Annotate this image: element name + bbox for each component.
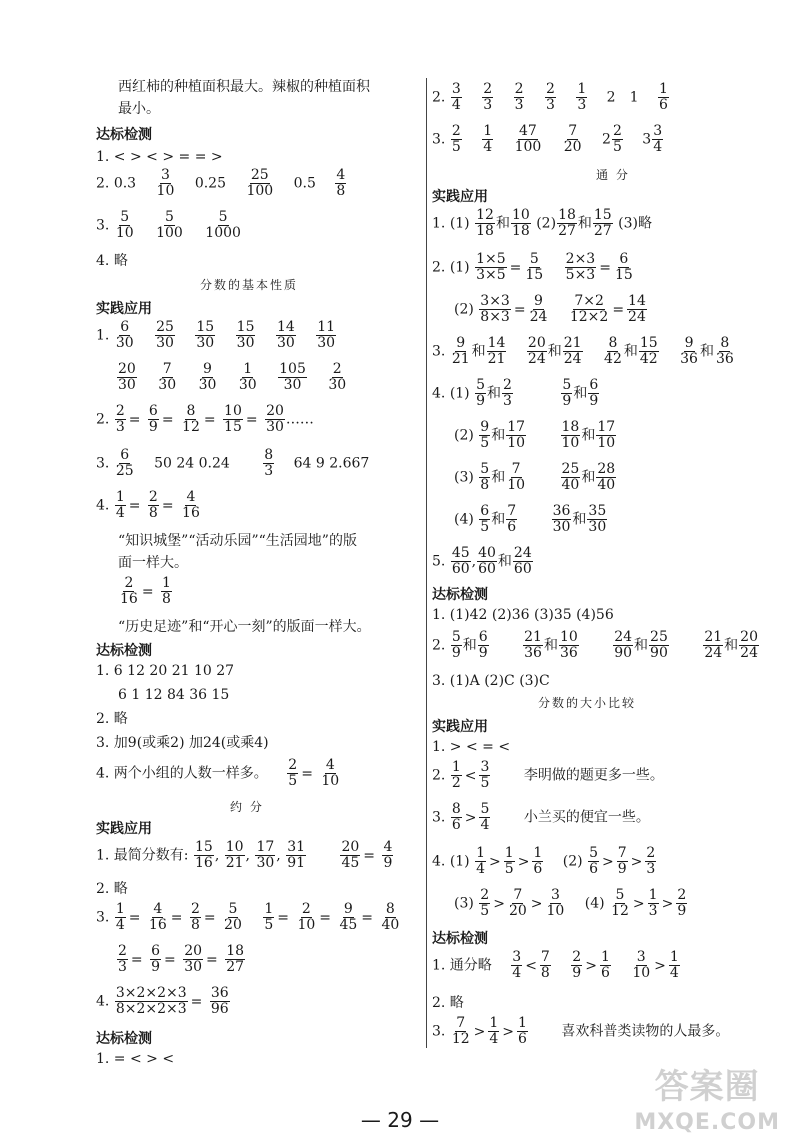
intro-line-1: 西红柿的种植面积最大。辣椒的种植面积 bbox=[118, 79, 370, 95]
answer-text: “历史足迹”和“开心一刻”的版面一样大。 bbox=[118, 619, 371, 635]
answer-text: 面一样大。 bbox=[118, 555, 188, 571]
answer-row: 2. (1) $\frac{1\times 5}{3\times 5}$ = $\frac{5}{15}$ $\frac{2\times 3}{5\times 3}$ = $\frac{6}{15}$ bbox=[432, 251, 633, 283]
answer-row: 4. (1) $\frac{1}{4}$ > $\frac{1}{5}$ > $\frac{1}{6}$ (2) $\frac{5}{6}$ > $\frac{7}{9}$ > $\frac{2}{3}$ bbox=[432, 845, 656, 877]
answer-row: 4. (1) $\frac{5}{9}$ 和 $\frac{2}{3}$ $\frac{5}{9}$ 和 $\frac{6}{9}$ bbox=[432, 377, 599, 409]
answer-row: 2. $\frac{3}{4}$ $\frac{2}{3}$ $\frac{2}{3}$ $\frac{2}{3}$ $\frac{1}{3}$ 2 1 $\frac{1}{6}$ bbox=[432, 81, 668, 113]
answer-row: 2. $\frac{1}{2}$ < $\frac{3}{5}$ 李明做的题更多一些。 bbox=[432, 759, 664, 791]
heading-dabiao: 达标检测 bbox=[96, 1031, 152, 1047]
answer-row: 1. 最简分数有: $\frac{15}{16}$ , $\frac{10}{21}$ , $\frac{17}{30}$ , $\frac{31}{91}$ $\frac{20}{45}$ = $\frac{4}{9}$ bbox=[96, 839, 393, 871]
answer-row: (3) $\frac{5}{8}$ 和 $\frac{7}{10}$ $\frac{25}{40}$ 和 $\frac{28}{40}$ bbox=[454, 461, 616, 493]
answer-row: 1. 6 12 20 21 10 27 bbox=[96, 663, 235, 679]
answer-row: 1. < > < > = = > bbox=[96, 149, 223, 165]
heading-dabiao: 达标检测 bbox=[96, 643, 152, 659]
answer-row: 3. $\frac{9}{21}$ 和 $\frac{14}{21}$ $\frac{20}{24}$ 和 $\frac{21}{24}$ $\frac{8}{42}$ 和 $\frac{15}{42}$ $\frac{9}{36}$ 和 $\frac{8}{36}$ bbox=[432, 335, 734, 367]
heading-shijian: 实践应用 bbox=[432, 719, 488, 735]
answer-row: 1. (1)42 (2)36 (3)35 (4)56 bbox=[432, 607, 614, 623]
answer-row: (2) $\frac{9}{5}$ 和 $\frac{17}{10}$ $\frac{18}{10}$ 和 $\frac{17}{10}$ bbox=[454, 419, 616, 451]
heading-shijian: 实践应用 bbox=[96, 821, 152, 837]
answer-row: 4. 两个小组的人数一样多。 $\frac{2}{5}$ = $\frac{4}{10}$ bbox=[96, 757, 340, 789]
answer-row: 2. 略 bbox=[96, 881, 128, 897]
heading-dabiao: 达标检测 bbox=[432, 931, 488, 947]
section-title-jiben: 分数的基本性质 bbox=[200, 278, 299, 292]
answer-row: 4. $\frac{3\times 2\times 2\times 3}{8\times 2\times 2\times 3}$ = $\frac{36}{96}$ bbox=[96, 985, 229, 1017]
answer-row: 3. $\frac{2}{5}$ $\frac{1}{4}$ $\frac{47}{100}$ $\frac{7}{20}$ 2 $\frac{2}{5}$ 3 $\frac{3}{4}$ bbox=[432, 123, 663, 155]
answer-row: 1. 通分略 $\frac{3}{4}$ < $\frac{7}{8}$ $\frac{2}{9}$ > $\frac{1}{6}$ $\frac{3}{10}$ > $\frac{1}{4}$ bbox=[432, 949, 679, 981]
answer-row: 2. 略 bbox=[96, 711, 128, 727]
answer-row: 3. $\frac{7}{12}$ > $\frac{1}{4}$ > $\frac{1}{6}$ 喜欢科普类读物的人最多。 bbox=[432, 1015, 730, 1047]
answer-row: 2. $\frac{2}{3}$ = $\frac{6}{9}$ = $\frac{8}{12}$ = $\frac{10}{15}$ = $\frac{20}{30}$ …… bbox=[96, 403, 314, 435]
section-title-tongfen: 通 分 bbox=[596, 168, 630, 182]
answer-row: 3. $\frac{1}{4}$ = $\frac{4}{16}$ = $\frac{2}{8}$ = $\frac{5}{20}$ $\frac{1}{5}$ = $\frac{2}{10}$ = $\frac{9}{45}$ = $\frac{8}{40}$ bbox=[96, 901, 400, 933]
answer-row: 3. $\frac{6}{25}$ 50 24 0.24 $\frac{8}{3}$ 64 9 2.667 bbox=[96, 447, 370, 479]
answer-row: 1. = < > < bbox=[96, 1051, 175, 1067]
answer-row: 3. 加9(或乘2) 加24(或乘4) bbox=[96, 735, 269, 751]
answer-row: (4) $\frac{6}{5}$ 和 $\frac{7}{6}$ $\frac{36}{30}$ 和 $\frac{35}{30}$ bbox=[454, 503, 607, 535]
answer-row: 1. > < = < bbox=[432, 739, 511, 755]
answer-row: 4. $\frac{1}{4}$ = $\frac{2}{8}$ = $\frac{4}{16}$ bbox=[96, 489, 200, 521]
answer-row: (2) $\frac{3\times 3}{8\times 3}$ = $\frac{9}{24}$ $\frac{7\times 2}{12\times 2}$ = $\frac{14}{24}$ bbox=[454, 293, 646, 325]
watermark-logo bbox=[634, 1069, 780, 1141]
answer-row: 2. $\frac{5}{9}$ 和 $\frac{6}{9}$ $\frac{21}{36}$ 和 $\frac{10}{36}$ $\frac{24}{90}$ 和 $\frac{25}{90}$ $\frac{21}{24}$ 和 $\frac{20}{24}$ bbox=[432, 629, 758, 661]
section-title-yuefen: 约 分 bbox=[230, 800, 264, 814]
answer-row: $\frac{20}{30}$ $\frac{7}{30}$ $\frac{9}{30}$ $\frac{1}{30}$ $\frac{105}{30}$ $\frac{2}{30}$ bbox=[118, 361, 347, 393]
fraction: $\frac{3}{10}$ bbox=[156, 167, 175, 199]
answer-row: 2. 略 bbox=[432, 995, 464, 1011]
heading-dabiao: 达标检测 bbox=[96, 127, 152, 143]
answer-row: (3) $\frac{2}{5}$ > $\frac{7}{20}$ > $\frac{3}{10}$ (4) $\frac{5}{12}$ > $\frac{1}{3}$ > $\frac{2}{9}$ bbox=[454, 887, 687, 919]
column-divider bbox=[426, 78, 427, 1048]
answer-text: “知识城堡”“活动乐园”“生活园地”的版 bbox=[118, 533, 357, 549]
heading-shijian: 实践应用 bbox=[432, 189, 488, 205]
answer-row: 6 1 12 84 36 15 bbox=[118, 687, 230, 703]
answer-row: 1. $\frac{6}{30}$ $\frac{25}{30}$ $\frac{15}{30}$ $\frac{15}{30}$ $\frac{14}{30}$ $\frac{11}{30}$ bbox=[96, 319, 336, 351]
page-number: — 29 — bbox=[360, 1108, 440, 1132]
answer-row: 3. (1)A (2)C (3)C bbox=[432, 673, 550, 689]
fraction: $\frac{4}{8}$ bbox=[336, 167, 346, 199]
answer-row: 4. 略 bbox=[96, 253, 128, 269]
answer-row: 3. $\frac{8}{6}$ > $\frac{5}{4}$ 小兰买的便宜一些。 bbox=[432, 801, 650, 833]
section-title-daxiao: 分数的大小比较 bbox=[538, 696, 637, 710]
watermark-line-2: MXQE.COM bbox=[634, 1110, 780, 1135]
heading-shijian: 实践应用 bbox=[96, 301, 152, 317]
watermark-line-1: 答案圈 bbox=[654, 1067, 760, 1107]
fraction: $\frac{25}{100}$ bbox=[246, 167, 274, 199]
answer-row: $\frac{2}{3}$ = $\frac{6}{9}$ = $\frac{20}{30}$ = $\frac{18}{27}$ bbox=[118, 943, 245, 975]
answer-row: 5. $\frac{45}{60}$ , $\frac{40}{60}$ 和 $\frac{24}{60}$ bbox=[432, 545, 532, 577]
heading-dabiao: 达标检测 bbox=[432, 587, 488, 603]
answer-row: 3. $\frac{5}{10}$ $\frac{5}{100}$ $\frac{5}{1000}$ bbox=[96, 209, 241, 241]
answer-row: 2. 0.3 $\frac{3}{10}$ 0.25 $\frac{25}{100}$ 0.5 $\frac{4}{8}$ bbox=[96, 167, 346, 199]
answer-row: $\frac{2}{16}$ = $\frac{1}{8}$ bbox=[120, 575, 171, 607]
intro-line-2: 最小。 bbox=[118, 101, 160, 117]
answer-row: 1. (1) $\frac{12}{18}$ 和 $\frac{10}{18}$ (2) $\frac{18}{27}$ 和 $\frac{15}{27}$ (3)略 bbox=[432, 207, 653, 239]
